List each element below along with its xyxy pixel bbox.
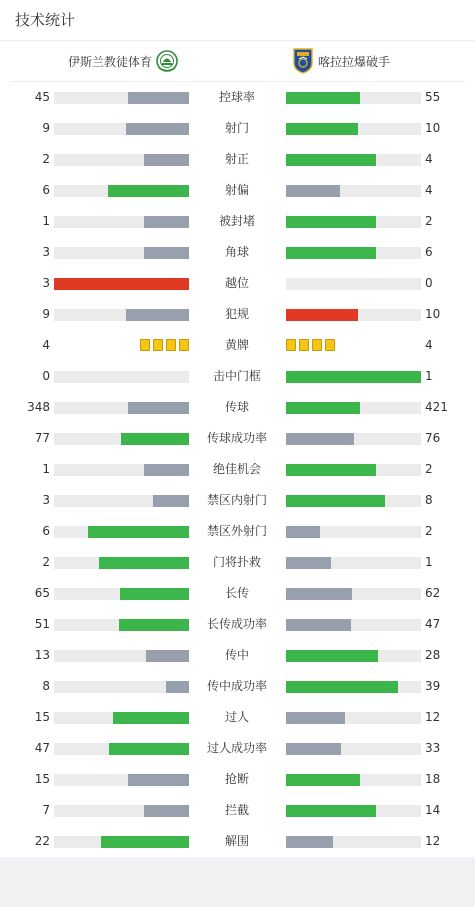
stat-label: 传中 [224, 648, 249, 662]
away-value: 62 [425, 586, 441, 600]
home-bar [144, 464, 189, 476]
stat-label: 抢断 [224, 772, 249, 786]
home-bar [121, 433, 189, 445]
home-value: 6 [42, 524, 50, 538]
stat-label: 射正 [224, 152, 249, 166]
stat-label: 门将扑救 [212, 555, 261, 569]
away-bar-track [286, 712, 421, 724]
away-bar [286, 185, 340, 197]
away-bar-track [286, 278, 421, 290]
away-value: 12 [425, 834, 441, 848]
home-bar-track [54, 836, 189, 848]
home-value: 1 [42, 462, 50, 476]
home-bar [128, 92, 189, 104]
stat-row [0, 578, 475, 609]
teams-header [10, 41, 465, 82]
away-bar [286, 712, 345, 724]
stat-row [0, 361, 475, 392]
yellow-card-icon [140, 339, 150, 351]
stat-row [0, 113, 475, 144]
home-bar [144, 805, 189, 817]
stat-row [0, 826, 475, 857]
away-value: 10 [425, 121, 441, 135]
home-bar [128, 774, 189, 786]
away-value: 8 [425, 493, 433, 507]
section-title: 技术统计 [0, 0, 475, 41]
home-value: 47 [34, 741, 50, 755]
stat-label: 长传成功率 [206, 617, 267, 631]
home-bar-track [54, 712, 189, 724]
away-bar [286, 309, 358, 321]
away-bar-track [286, 774, 421, 786]
stat-row [0, 299, 475, 330]
home-bar-track [54, 123, 189, 135]
away-value: 76 [425, 431, 441, 445]
away-team-name: 喀拉拉爆破手 [318, 54, 391, 69]
home-yellow-cards [140, 339, 189, 351]
home-bar [119, 619, 189, 631]
away-bar [286, 216, 376, 228]
stat-label: 过人成功率 [206, 741, 267, 755]
stat-row [0, 702, 475, 733]
home-value: 3 [42, 245, 50, 259]
stat-label: 过人 [224, 710, 249, 724]
home-bar-track [54, 216, 189, 228]
stat-row [0, 144, 475, 175]
away-bar [286, 619, 351, 631]
home-value: 2 [42, 152, 50, 166]
away-bar [286, 805, 376, 817]
away-bar [286, 650, 378, 662]
stat-row [0, 733, 475, 764]
away-bar [286, 247, 376, 259]
home-value: 15 [34, 772, 50, 786]
away-bar [286, 836, 333, 848]
away-bar-track [286, 247, 421, 259]
away-bar-track [286, 495, 421, 507]
away-bar-track [286, 371, 421, 383]
home-bar [108, 185, 189, 197]
home-bar-track [54, 185, 189, 197]
away-team[interactable] [292, 41, 390, 81]
home-bar [88, 526, 189, 538]
stat-label: 解围 [224, 834, 249, 848]
stat-label: 传球成功率 [206, 431, 267, 445]
home-value: 65 [34, 586, 50, 600]
away-value: 2 [425, 214, 433, 228]
stat-label: 越位 [224, 276, 249, 290]
stat-label: 长传 [224, 586, 249, 600]
home-value: 9 [42, 121, 50, 135]
home-bar-track [54, 495, 189, 507]
home-bar [153, 495, 189, 507]
home-value: 13 [34, 648, 50, 662]
stat-label: 传中成功率 [206, 679, 267, 693]
home-bar-track [54, 805, 189, 817]
stat-row [0, 640, 475, 671]
home-value: 2 [42, 555, 50, 569]
away-bar [286, 464, 376, 476]
stat-row [0, 547, 475, 578]
away-value: 4 [425, 338, 433, 352]
home-bar [144, 154, 189, 166]
stat-label: 击中门框 [212, 369, 261, 383]
home-bar [120, 588, 189, 600]
stat-row [0, 392, 475, 423]
home-bar-track [54, 92, 189, 104]
away-value: 33 [425, 741, 441, 755]
away-bar-track [286, 464, 421, 476]
home-team-name: 伊斯兰教徒体育 [67, 54, 152, 69]
away-value: 2 [425, 524, 433, 538]
away-bar-track [286, 743, 421, 755]
home-bar-track [54, 371, 189, 383]
away-value: 4 [425, 183, 433, 197]
away-value: 1 [425, 555, 433, 569]
home-value: 1 [42, 214, 50, 228]
away-bar [286, 433, 354, 445]
home-value: 15 [34, 710, 50, 724]
away-value: 6 [425, 245, 433, 259]
away-bar [286, 774, 360, 786]
away-bar [286, 402, 360, 414]
home-value: 77 [34, 431, 50, 445]
yellow-card-icon [312, 339, 322, 351]
away-bar-track [286, 681, 421, 693]
home-bar-track [54, 526, 189, 538]
stat-row [0, 609, 475, 640]
away-bar-track [286, 154, 421, 166]
stats-list [0, 82, 475, 857]
yellow-card-icon [153, 339, 163, 351]
home-value: 6 [42, 183, 50, 197]
away-value: 4 [425, 152, 433, 166]
away-value: 421 [425, 400, 448, 414]
home-bar [99, 557, 189, 569]
stat-row [0, 82, 475, 113]
yellow-card-icon [166, 339, 176, 351]
away-bar-track [286, 836, 421, 848]
home-team[interactable] [68, 41, 178, 81]
away-value: 12 [425, 710, 441, 724]
away-bar-track [286, 402, 421, 414]
away-bar-track [286, 309, 421, 321]
away-bar-track [286, 123, 421, 135]
home-bar-track [54, 774, 189, 786]
home-bar [113, 712, 189, 724]
yellow-card-icon [325, 339, 335, 351]
home-bar [144, 247, 189, 259]
home-bar-track [54, 557, 189, 569]
away-bar-track [286, 557, 421, 569]
home-bar [54, 278, 189, 290]
home-value: 3 [42, 493, 50, 507]
home-bar-track [54, 309, 189, 321]
stat-label: 禁区内射门 [206, 493, 267, 507]
home-bar [144, 216, 189, 228]
yellow-card-icon [179, 339, 189, 351]
home-value: 7 [42, 803, 50, 817]
away-value: 28 [425, 648, 441, 662]
away-bar [286, 557, 331, 569]
stat-label: 传球 [224, 400, 249, 414]
stat-row [0, 237, 475, 268]
stat-row [0, 206, 475, 237]
away-bar-track [286, 185, 421, 197]
home-bar-track [54, 433, 189, 445]
stat-row [0, 175, 475, 206]
away-bar-track [286, 805, 421, 817]
home-bar [109, 743, 189, 755]
home-bar-track [54, 464, 189, 476]
home-value: 348 [27, 400, 50, 414]
home-value: 22 [34, 834, 50, 848]
yellow-card-icon [286, 339, 296, 351]
home-bar [101, 836, 189, 848]
home-bar [166, 681, 189, 693]
stat-label: 拦截 [224, 803, 249, 817]
home-bar-track [54, 278, 189, 290]
away-value: 39 [425, 679, 441, 693]
away-bar-track [286, 650, 421, 662]
stat-row [0, 454, 475, 485]
stat-row [0, 795, 475, 826]
away-bar-track [286, 526, 421, 538]
away-bar [286, 588, 352, 600]
away-bar-track [286, 433, 421, 445]
stat-row [0, 423, 475, 454]
away-bar-track [286, 588, 421, 600]
stat-label: 被封堵 [218, 214, 255, 228]
home-value: 4 [42, 338, 50, 352]
stat-row [0, 330, 475, 361]
home-bar-track [54, 154, 189, 166]
stat-label: 黄牌 [224, 338, 249, 352]
home-bar [146, 650, 189, 662]
home-bar-track [54, 588, 189, 600]
stat-label: 禁区外射门 [206, 524, 267, 538]
away-bar-track [286, 92, 421, 104]
stat-label: 射偏 [224, 183, 249, 197]
stat-label: 射门 [224, 121, 249, 135]
home-bar-track [54, 743, 189, 755]
away-yellow-cards [286, 339, 335, 351]
home-team-crest-icon [156, 48, 178, 74]
away-value: 2 [425, 462, 433, 476]
stat-row [0, 671, 475, 702]
away-bar [286, 526, 320, 538]
away-value: 47 [425, 617, 441, 631]
home-value: 51 [34, 617, 50, 631]
stat-row [0, 764, 475, 795]
away-value: 18 [425, 772, 441, 786]
home-bar [128, 402, 189, 414]
stat-label: 角球 [224, 245, 249, 259]
away-bar [286, 681, 398, 693]
yellow-card-icon [299, 339, 309, 351]
home-bar-track [54, 247, 189, 259]
away-value: 1 [425, 369, 433, 383]
home-bar-track [54, 402, 189, 414]
stat-label: 绝佳机会 [212, 462, 261, 476]
away-bar [286, 154, 376, 166]
away-bar [286, 92, 360, 104]
home-value: 8 [42, 679, 50, 693]
away-value: 10 [425, 307, 441, 321]
stat-label: 犯规 [224, 307, 249, 321]
away-bar [286, 123, 358, 135]
away-value: 14 [425, 803, 441, 817]
stat-label: 控球率 [218, 90, 255, 104]
away-value: 55 [425, 90, 441, 104]
home-bar [126, 309, 189, 321]
away-bar [286, 743, 341, 755]
stat-row [0, 485, 475, 516]
home-bar-track [54, 681, 189, 693]
home-value: 45 [34, 90, 50, 104]
away-bar-track [286, 619, 421, 631]
away-value: 0 [425, 276, 433, 290]
home-bar [126, 123, 189, 135]
away-team-crest-icon [292, 48, 314, 74]
home-value: 0 [42, 369, 50, 383]
home-bar-track [54, 650, 189, 662]
stat-row [0, 516, 475, 547]
away-bar [286, 495, 385, 507]
home-value: 3 [42, 276, 50, 290]
away-bar [286, 371, 421, 383]
home-bar-track [54, 619, 189, 631]
away-bar-track [286, 216, 421, 228]
home-value: 9 [42, 307, 50, 321]
stat-row [0, 268, 475, 299]
